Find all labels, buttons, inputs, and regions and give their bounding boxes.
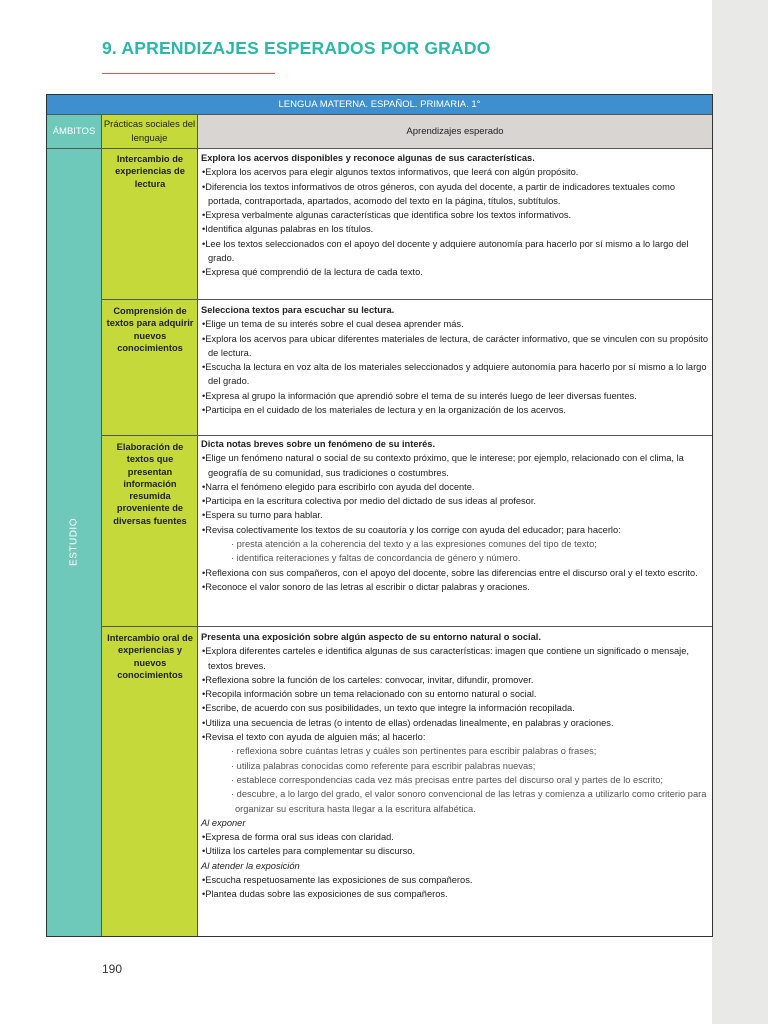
practica-label: Comprensión de textos para adquirir nuevos conocimientos	[106, 306, 194, 353]
row-divider	[102, 299, 712, 300]
bullet-item: •Revisa colectivamente los textos de su coautoría y los corrige con ayuda del educador; para hacerlo:	[202, 524, 621, 535]
bullet-item: •Escucha la lectura en voz alta de los materiales seleccionados y adquiere autonomía para hacerlo por sí mismo a lo largo del grado.	[202, 362, 707, 387]
bullet-item: •Reflexiona con sus compañeros, con el apoyo del docente, sobre las diferencias entre el discurso oral y el texto escrito.	[202, 567, 698, 578]
aprendizajes-cell	[201, 151, 709, 280]
practica-label: Elaboración de textos que presentan información resumida proveniente de diversas fuentes	[113, 442, 187, 526]
bullet-item: •Explora diferentes carteles e identifica algunas de sus características: imagen que contiene un significado o mensaje, textos breves.	[202, 646, 689, 671]
page-title: 9. APRENDIZAJES ESPERADOS POR GRADO	[102, 38, 491, 58]
sub-bullet-item: · utiliza palabras conocidas como referente para escribir palabras nuevas;	[231, 760, 536, 771]
bullet-item: •Expresa qué comprendió de la lectura de cada texto.	[202, 267, 423, 278]
ambito-column	[47, 149, 102, 936]
aprendizaje-lead: Explora los acervos disponibles y reconoce algunas de sus características.	[201, 153, 535, 163]
sub-bullet-item: · reflexiona sobre cuántas letras y cuáles son pertinentes para escribir palabras o frases;	[231, 746, 597, 757]
bullet-item: •Utiliza los carteles para complementar su discurso.	[202, 846, 416, 857]
table-header: LENGUA MATERNA. ESPAÑOL. PRIMARIA. 1°	[47, 95, 712, 115]
aprendizajes-cell	[201, 630, 709, 902]
bullet-item: •Identifica algunas palabras en los títulos.	[202, 224, 374, 235]
bullet-item: •Expresa verbalmente algunas características que identifica sobre los textos informativos.	[202, 210, 572, 221]
bullet-item: •Explora los acervos para ubicar diferentes materiales de lectura, de carácter informativo, que se vinculen con su propósito de lectura.	[202, 333, 709, 358]
subsection-label: Al atender la exposición	[201, 860, 300, 871]
bullet-item: •Participa en el cuidado de los materiales de lectura y en la organización de los acervos.	[202, 405, 566, 416]
aprendizajes-cell	[201, 303, 709, 417]
bullet-item: •Escucha respetuosamente las exposiciones de sus compañeros.	[202, 875, 473, 886]
bullet-item: •Elige un fenómeno natural o social de su contexto próximo, que le interese; por ejemplo, relacionado con el clima, la geografía de su comunidad, sus tradiciones o costumbres.	[202, 453, 684, 478]
learning-table	[46, 94, 713, 937]
sub-bullet-item: · presta atención a la coherencia del texto y a las expresiones comunes del tipo de texto;	[231, 539, 597, 550]
bullet-item: •Plantea dudas sobre las exposiciones de sus compañeros.	[202, 889, 448, 900]
bullet-item: •Explora los acervos para elegir algunos textos informativos, que leerá con algún propósito.	[202, 167, 579, 178]
ambito-label: ESTUDIO	[68, 518, 80, 566]
bullet-item: •Diferencia los textos informativos de otros géneros, con ayuda del docente, a partir de indicadores textuales como portada, contraportada, apartados, acomodo del texto en la página, títulos, subtítulos.	[202, 181, 676, 206]
column-header-practicas: Prácticas sociales del lenguaje	[102, 115, 198, 149]
bullet-item: •Utiliza una secuencia de letras (o intento de ellas) ordenadas linealmente, en palabras y oraciones.	[202, 717, 614, 728]
bullet-item: •Narra el fenómeno elegido para escribirlo con ayuda del docente.	[202, 481, 475, 492]
bullet-item: •Espera su turno para hablar.	[202, 510, 323, 521]
practica-label: Intercambio de experiencias de lectura	[115, 154, 185, 189]
column-header-ambitos: ÁMBITOS	[47, 115, 102, 149]
bullet-item: •Elige un tema de su interés sobre el cual desea aprender más.	[202, 319, 464, 330]
bullet-item: •Revisa el texto con ayuda de alguien más; al hacerlo:	[202, 732, 426, 743]
bullet-item: •Expresa de forma oral sus ideas con claridad.	[202, 832, 394, 843]
sub-bullet-item: · descubre, a lo largo del grado, el valor sonoro convencional de las letras y comienza a utilizarlo como criterio para organizar su escritura hasta llegar a la escritura alfabética.	[231, 789, 707, 814]
bullet-item: •Escribe, de acuerdo con sus posibilidades, un texto que integre la información recopilada.	[202, 703, 575, 714]
bullet-item: •Reconoce el valor sonoro de las letras al escribir o dictar palabras y oraciones.	[202, 581, 530, 592]
row-divider	[102, 435, 712, 436]
bullet-item: •Reflexiona sobre la función de los carteles: convocar, invitar, difundir, promover.	[202, 674, 534, 685]
aprendizajes-cell	[201, 437, 709, 594]
sub-bullet-item: · establece correspondencias cada vez más precisas entre partes del discurso oral y partes de lo escrito;	[231, 774, 664, 785]
column-header-aprendizajes: Aprendizajes esperado	[198, 115, 712, 149]
page-number: 190	[102, 962, 123, 976]
sub-bullet-item: · identifica reiteraciones y faltas de concordancia de género y número.	[231, 553, 521, 564]
bullet-item: •Lee los textos seleccionados con el apoyo del docente y adquiere autonomía para hacerlo por sí mismo a lo largo del grado.	[202, 238, 689, 264]
title-underline	[102, 73, 275, 74]
bullet-item: •Expresa al grupo la información que aprendió sobre el tema de su interés luego de leer diversas fuentes.	[202, 390, 637, 401]
bullet-item: •Participa en la escritura colectiva por medio del dictado de sus ideas al profesor.	[202, 496, 536, 507]
page-edge-strip	[712, 0, 768, 1024]
bullet-item: •Recopila información sobre un tema relacionado con su entorno natural o social.	[202, 689, 537, 700]
practica-label: Intercambio oral de experiencias y nuevos conocimientos	[107, 633, 193, 680]
aprendizaje-lead: Presenta una exposición sobre algún aspecto de su entorno natural o social.	[201, 632, 541, 642]
practicas-column	[102, 149, 198, 936]
row-divider	[102, 626, 712, 627]
aprendizaje-lead: Selecciona textos para escuchar su lectura.	[201, 305, 395, 315]
aprendizaje-lead: Dicta notas breves sobre un fenómeno de su interés.	[201, 439, 436, 449]
subsection-label: Al exponer	[201, 817, 246, 828]
